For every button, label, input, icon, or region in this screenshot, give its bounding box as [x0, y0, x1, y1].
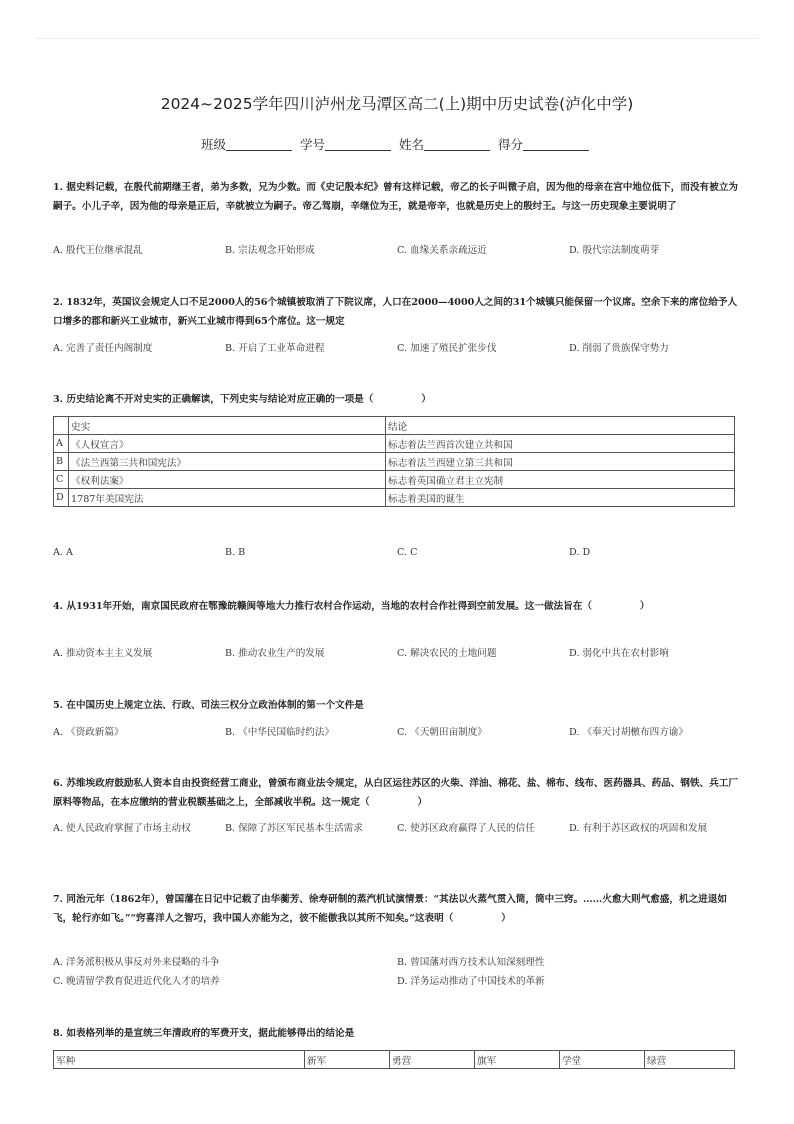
option-d[interactable]: D. 有利于苏区政权的巩固和发展: [569, 823, 708, 834]
question-stem: 2. 1832年，英国议会规定人口不足2000人的56个城镇被取消了下院议席，人口在2000—4000人之间的31个城镇只能保留一个议席。空余下来的席位给予人口增多的郡和新兴工业城市，新兴工业城市得到65个席位。这一规定: [53, 297, 738, 327]
class-blank[interactable]: [226, 138, 292, 151]
option-b[interactable]: B. 《中华民国临时约法》: [225, 727, 335, 738]
name-label: 姓名: [398, 137, 424, 152]
table-row: [54, 489, 735, 507]
header-rule: [36, 38, 758, 39]
table-header-cell: 绿营: [645, 1051, 735, 1069]
table-cell: 标志着法兰西首次建立共和国: [386, 435, 735, 453]
table-header-cell: 旗军: [475, 1051, 560, 1069]
option-a[interactable]: A. 《资政新篇》: [53, 727, 124, 738]
option-a[interactable]: A. 殷代王位继承混乱: [53, 245, 143, 256]
table-header-cell: 勇营: [390, 1051, 475, 1069]
option-d[interactable]: D. D: [569, 547, 591, 558]
table-cell: D: [54, 489, 69, 507]
question-3: [53, 390, 743, 409]
exam-title: 2024~2025学年四川泸州龙马潭区高二(上)期中历史试卷(泸化中学): [160, 95, 634, 113]
table-header-row: [54, 1051, 735, 1069]
question-stem: 1. 据史料记载，在殷代前期继王者，弟为多数，兄为少数。而《史记殷本纪》曾有这样记载，帝乙的长子叫微子启，因为他的母亲在宫中地位低下，而没有被立为嗣子。小儿子辛，因为他的母亲是正后，辛就被立为嗣子。帝乙驾崩，辛继位为王，就是帝辛，也就是历史上的殷纣王。与这一历史现象主要说明了: [53, 182, 738, 212]
option-b[interactable]: B. 保障了苏区军民基本生活需求: [225, 823, 363, 834]
student-info-line: [0, 135, 794, 153]
name-blank[interactable]: [424, 138, 490, 151]
table-cell: A: [54, 435, 69, 453]
option-b[interactable]: B. 开启了工业革命进程: [225, 343, 325, 354]
question-3-table: [53, 416, 735, 507]
table-row: [54, 471, 735, 489]
table-cell: 《权利法案》: [69, 471, 386, 489]
option-b[interactable]: B. 曾国藩对西方技术认知深刻理性: [397, 957, 545, 968]
table-cell: B: [54, 453, 69, 471]
option-c[interactable]: C. 使苏区政府赢得了人民的信任: [397, 823, 535, 834]
question-stem: 3. 历史结论离不开对史实的正确解读，下列史实与结论对应正确的一项是（ ）: [53, 394, 431, 405]
question-7: [53, 890, 743, 928]
table-header-cell: 学堂: [560, 1051, 645, 1069]
question-stem: 7. 同治元年（1862年），曾国藩在日记中记载了由华蘅芳、徐寿研制的蒸汽机试演情景：“其法以火蒸气贯入筒，筒中三窍。……火愈大则气愈盛，机之进退如飞，轮行亦如飞。”“窍喜洋人之智巧，我中国人亦能为之，彼不能傲我以其所不知矣。”这表明（ ）: [53, 894, 727, 924]
option-a[interactable]: A. 洋务派积极从事反对外来侵略的斗争: [53, 957, 220, 968]
question-6: [53, 774, 743, 812]
option-d[interactable]: D. 《奉天讨胡檄布四方谕》: [569, 727, 688, 738]
table-header-cell: 新军: [305, 1051, 390, 1069]
option-a[interactable]: A. 完善了责任内阁制度: [53, 343, 153, 354]
table-row: [54, 453, 735, 471]
question-stem: 4. 从1931年开始，南京国民政府在鄂豫皖赣闽等地大力推行农村合作运动，当地的农村合作社得到空前发展。这一做法旨在（ ）: [53, 601, 650, 612]
option-b[interactable]: B. 推动农业生产的发展: [225, 648, 325, 659]
option-b[interactable]: B. 宗法观念开始形成: [225, 245, 315, 256]
class-label: 班级: [200, 137, 226, 152]
score-blank[interactable]: [523, 138, 589, 151]
question-8-table: [53, 1050, 735, 1069]
question-stem: 5. 在中国历史上规定立法、行政、司法三权分立政治体制的第一个文件是: [53, 700, 364, 711]
question-4: [53, 597, 743, 616]
table-header-cell: 结论: [386, 417, 735, 435]
option-a[interactable]: A. A: [53, 547, 73, 558]
option-d[interactable]: D. 殷代宗法制度萌芽: [569, 245, 660, 256]
table-cell: 标志着英国确立君主立宪制: [386, 471, 735, 489]
table-cell: 标志着美国的诞生: [386, 489, 735, 507]
table-header-cell: 军种: [54, 1051, 305, 1069]
question-5: [53, 696, 743, 715]
question-1: [53, 178, 743, 216]
table-cell: 《人权宣言》: [69, 435, 386, 453]
question-stem: 6. 苏维埃政府鼓励私人资本自由投资经营工商业，曾颁布商业法令规定，从白区运往苏区的火柴、洋油、棉花、盐、棉布、线布、医药器具、药品、钢铁、兵工厂原料等物品，在本应缴纳的营业税额基础之上，全部减收半税。这一规定（ ）: [53, 778, 738, 808]
table-header-cell: [54, 417, 69, 435]
option-d[interactable]: D. 削弱了贵族保守势力: [569, 343, 669, 354]
option-a[interactable]: A. 推动资本主主义发展: [53, 648, 153, 659]
option-d[interactable]: D. 弱化中共在农村影响: [569, 648, 669, 659]
student-id-label: 学号: [299, 137, 325, 152]
table-header-row: [54, 417, 735, 435]
option-c[interactable]: C. 解决农民的土地问题: [397, 648, 497, 659]
score-label: 得分: [497, 137, 523, 152]
option-d[interactable]: D. 洋务运动推动了中国技术的革新: [397, 976, 545, 987]
table-row: [54, 435, 735, 453]
option-c[interactable]: C. 加速了殖民扩张步伐: [397, 343, 497, 354]
option-c[interactable]: C. 血缘关系亲疏远近: [397, 245, 487, 256]
option-a[interactable]: A. 使人民政府掌握了市场主动权: [53, 823, 191, 834]
question-8: [53, 1024, 743, 1043]
question-2: [53, 293, 743, 331]
table-cell: 1787年美国宪法: [69, 489, 386, 507]
table-header-cell: 史实: [69, 417, 386, 435]
table-cell: C: [54, 471, 69, 489]
option-b[interactable]: B. B: [225, 547, 246, 558]
option-c[interactable]: C. 晚清留学教育促进近代化人才的培养: [53, 976, 220, 987]
table-cell: 标志着法兰西建立第三共和国: [386, 453, 735, 471]
option-c[interactable]: C. 《天朝田亩制度》: [397, 727, 487, 738]
student-id-blank[interactable]: [325, 138, 391, 151]
option-c[interactable]: C. C: [397, 547, 418, 558]
table-cell: 《法兰西第三共和国宪法》: [69, 453, 386, 471]
question-stem: 8. 如表格列举的是宣统三年清政府的军费开支，据此能够得出的结论是: [53, 1028, 355, 1039]
